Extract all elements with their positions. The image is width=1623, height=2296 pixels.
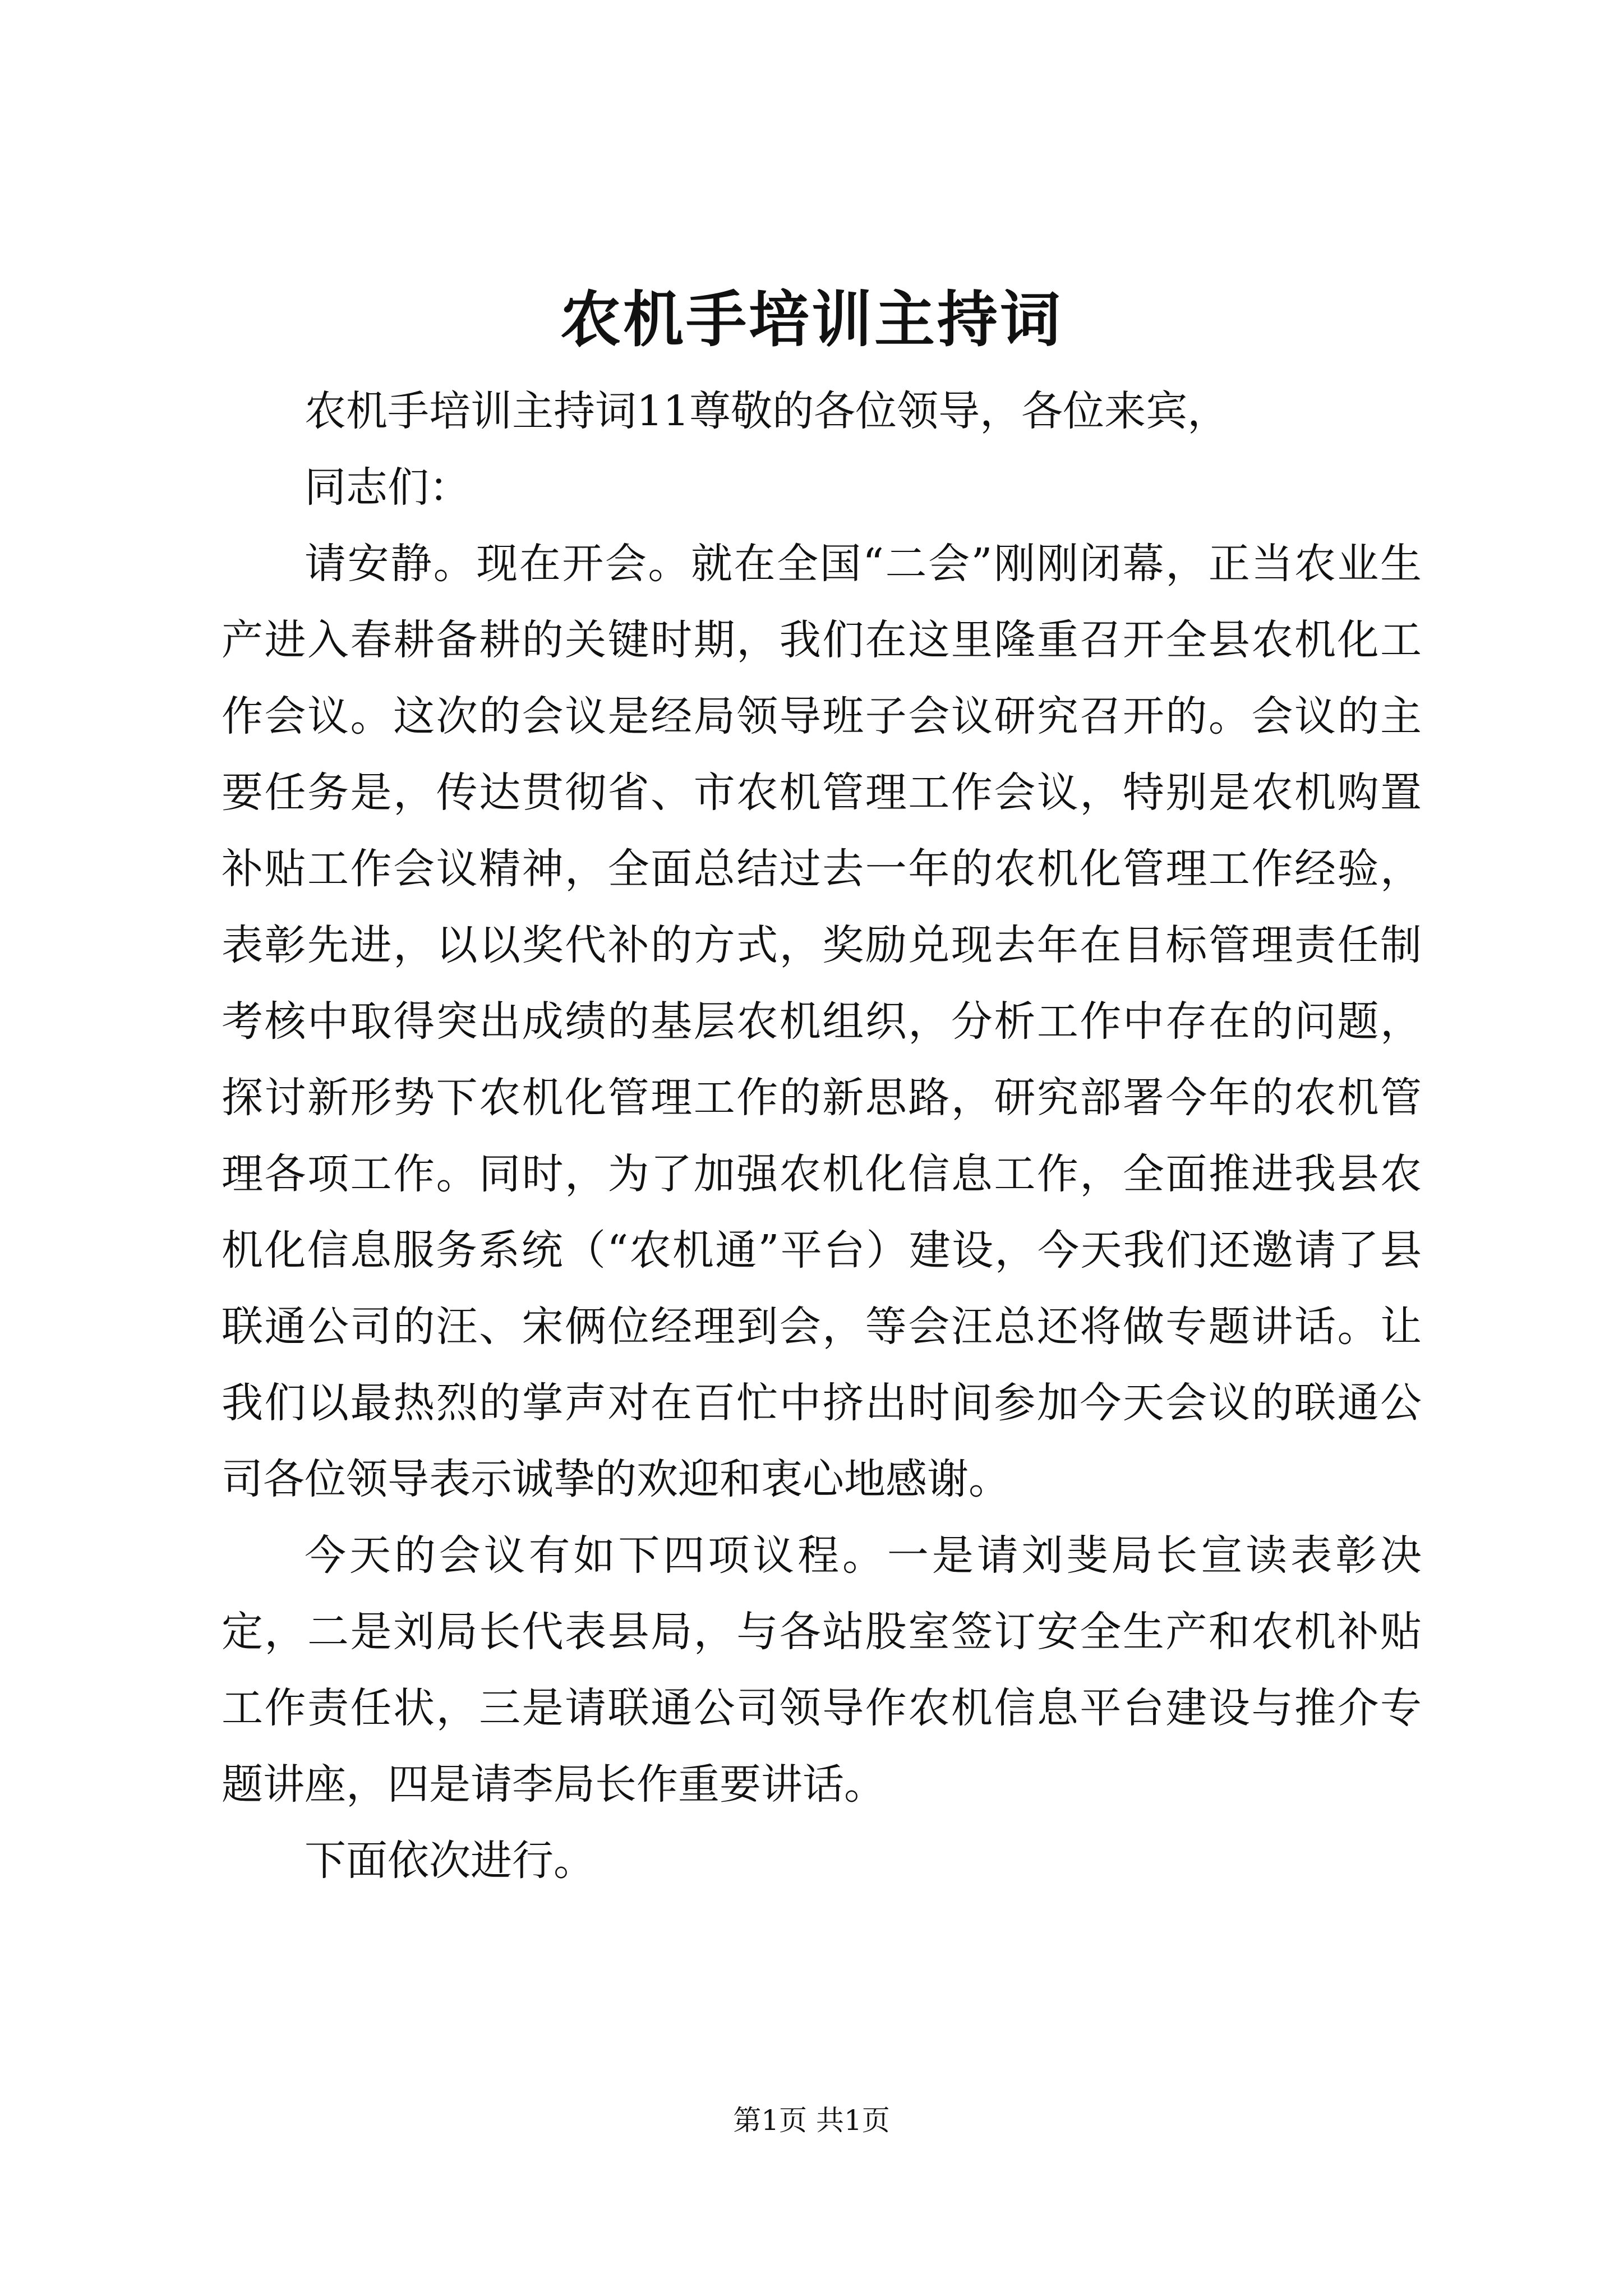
paragraph-greeting: 农机手培训主持词11尊敬的各位领导，各位来宾， [305, 387, 1229, 435]
paragraph-salutation: 同志们： [305, 463, 471, 512]
paragraph-opening: 请安静。现在开会。就在全国“二会”刚刚闭幕，正当农业生产进入春耕备耕的关键时期，我们在这里隆重召开全县农机化工作会议。这次的会议是经局领导班子会议研究召开的。会议的主要任务是，传达贯彻省、市农机管理工作会议，特别是农机购置补贴工作会议精神，全面总结过去一年的农机化管理工作经验，表彰先进，以以奖代补的方式，奖励兑现去年在目标管理责任制考核中取得突出成绩的基层农机组织，分析工作中存在的问题，探讨新形势下农机化管理工作的新思路，研究部署今年的农机管理各项工作。同时，为了加强农机化信息工作，全面推进我县农机化信息服务系统（“农机通”平台）建设，今天我们还邀请了县联通公司的汪、宋俩位经理到会，等会汪总还将做专题讲话。让我们以最热烈的掌声对在百忙中挤出时间参加今天会议的联通公司各位领导表示诚挚的欢迎和衷心地感谢。 [222, 540, 1422, 1503]
page-footer: 第1页 共1页 [733, 2104, 890, 2137]
document-body [222, 373, 1422, 1899]
document-title: 农机手培训主持词 [560, 284, 1063, 355]
paragraph-proceed: 下面依次进行。 [305, 1837, 595, 1885]
paragraph-agenda: 今天的会议有如下四项议程。一是请刘斐局长宣读表彰决定，二是刘局长代表县局，与各站股室签订安全生产和农机补贴工作责任状，三是请联通公司领导作农机信息平台建设与推介专题讲座，四是请李局长作重要讲话。 [222, 1531, 1422, 1809]
